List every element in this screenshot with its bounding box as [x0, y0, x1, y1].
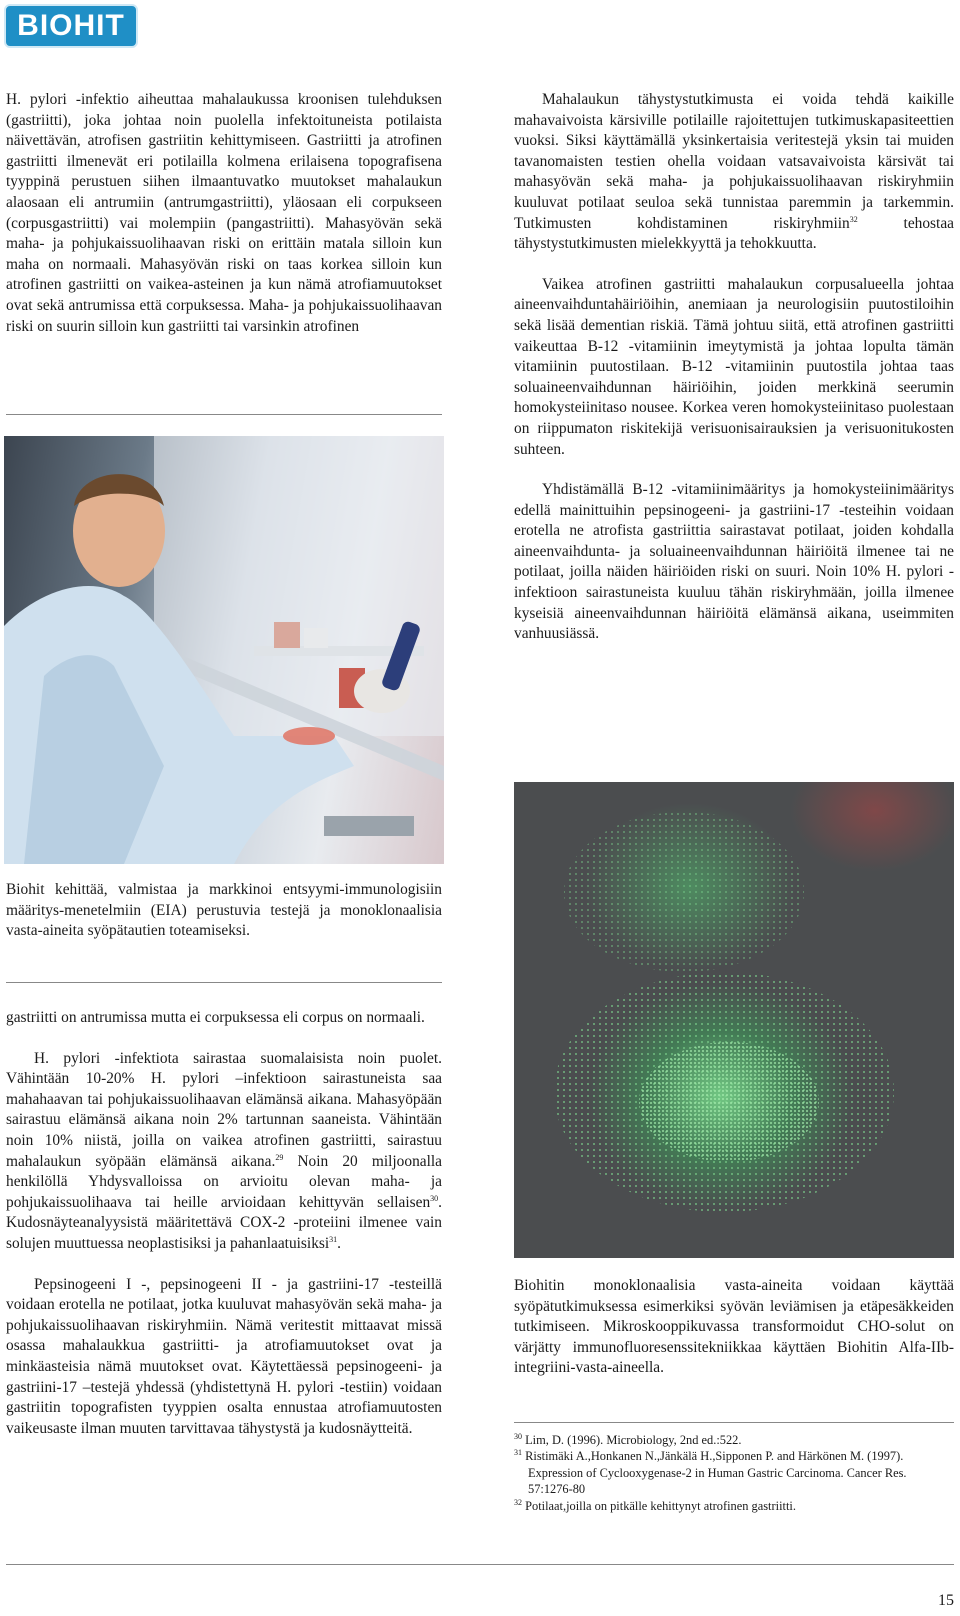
divider-footnotes — [514, 1422, 954, 1423]
microscopy-caption: Biohitin monoklonaalisia vasta-aineita voidaan käyttää syöpätutkimuksessa esimerkiksi syövän leviämisen ja etäpesäkkeiden tutkimiseen. Mikroskooppikuvassa transformoidut CHO-solut on värjätty immunofluoresenssitekniikkaa käyttäen Biohitin Alfa-IIb-integriini-vasta-aineella. — [514, 1277, 954, 1377]
divider-left-top — [6, 414, 442, 415]
footnote-32: $^{32}$ Potilaat,joilla on pitkälle kehittynyt atrofinen gastriitti. — [514, 1497, 796, 1513]
paragraph-pepsinogen: Pepsinogeeni I -, pepsinogeeni II - ja gastriini-17 -testeillä voidaan erotella ne potilaat, jotka kuuluvat mahasyövän sekä maha- ja pohjukaissuolihaavan riskiryhmiin. Nämä veritestit mittaavat missä osassa mahalaukkua gastriitti- ja atrofiamuutokset ovat ja minkäasteisia nämä muutokset ovat. Käytettäessä pepsinogeeni- ja gastriini-17 –testejä yhdessä (yhdistettynä H. pylori -testiin) voidaan gastriitin topografisten tyyppien osalta ennustaa atrofiamuutosten vaikeusaste ilman muuten tarvittavaa tähystystä ja kudosnäytteitä. — [6, 1275, 442, 1437]
ref-29: 29 — [275, 1152, 284, 1162]
biohit-logo: BIOHIT — [4, 4, 138, 48]
paragraph-endoscopy: Mahalaukun tähystystutkimusta ei voida tehdä kaikille mahavaivoista kärsiville potilaille rajoitettujen tutkimuskapasiteettien vuoksi. Siksi käyttämällä yksinkertaisia veritestejä yksin tai muiden tavanomaisten testien ohella voidaan vatsavaivoista kärsivät tai mahasyövän sekä maha- ja pohjukaissuolihaavan riskiryhmiin kuuluvat potilaat seuloa sekä tunnistaa paremmin ja tarkemmin. Tutkimusten kohdistaminen riskiryhmiin$^{32}$ tehostaa tähystystutkimusten mielekkyyttä ja tehokkuutta. — [514, 91, 954, 253]
right-column-body — [514, 90, 954, 645]
footnote-31: $^{31}$ Ristimäki A.,Honkanen N.,Jänkälä H.,Sipponen P. and Härkönen M. (1997). Expression of Cyclooxygenase-2 in Human Gastric Carcinoma. Cancer Res. 57:1276-80 — [514, 1448, 907, 1497]
divider-bottom — [6, 1564, 954, 1565]
fluorescence-cells-illustration — [514, 782, 954, 1258]
ref-30: 30 — [430, 1193, 439, 1203]
paragraph-b12: Yhdistämällä B-12 -vitamiinimääritys ja homokysteiinimääritys edellä mainittuihin pepsinogeeni- ja gastriini-17 -testeihin voidaan erotella ne atrofista gastriittia sairastavat potilaat, joiden kohdalla aineenvaihdunta- ja soluaineenvaihdunnan häiriöitä ilmenee tai ne potilaat, joilla näiden häiriöiden riski on suuri. Noin 10% H. pylori -infektioon sairastuneista kuuluu tähän riskiryhmään, joilla ilmenee kyseisiä aineenvaihdunnan häiriöitä elämänsä aikana, useimmiten vanhuusiässä. — [514, 481, 954, 643]
left-column-body — [6, 1008, 442, 1439]
intro-paragraph: H. pylori -infektio aiheuttaa mahalaukussa kroonisen tulehduksen (gastriitti), joka johtaa noin puolella infektoituneista potilaista näivettävän, atrofisen gastriitin kehittymiseen. Gastriitti ja atrofinen gastriitti ilmenevät eri potilailla kolmena erilaisena topografisena tyyppinä perustuen siihen ilmaantuvatko muutokset mahalaukun alaosaan eli antrumiin (antrumgastriitti), yläosaan eli corpukseen (corpusgastriitti) vai molempiin (pangastriitti). Mahasyövän sekä maha- ja pohjukaissuolihaavan riski on erittäin matala silloin kun maha on normaali. Mahasyövän riski on taas korkea silloin kun atrofinen gastriitti on vaikea-asteinen ja kun nämä atrofiamuutokset ovat sekä antrumissa että corpuksessa. Maha- ja pohjukaissuolihaavan riski on suurin silloin kun gastriitti tai varsinkin atrofinen — [6, 91, 442, 335]
ref-32: 32 — [849, 214, 858, 224]
divider-left-mid — [6, 982, 442, 983]
paragraph-antrum: gastriitti on antrumissa mutta ei corpuksessa eli corpus on normaali. — [6, 1009, 425, 1026]
ref-31: 31 — [329, 1234, 338, 1244]
photo-caption-block — [6, 880, 442, 942]
lab-scene-illustration — [4, 436, 444, 864]
left-column-intro — [6, 90, 442, 337]
paragraph-atrophic-gastritis: Vaikea atrofinen gastriitti mahalaukun corpusalueella johtaa aineenvaihduntahäiriöihin, anemiaan ja neurologisiin puutostiloihin sekä lisää dementian riskiä. Tämä johtuu siitä, että atrofinen gastriitti vaikeuttaa B-12 -vitamiinin imeytymistä ja johtaa lopulta tämän vitamiinin puutostilaan. B-12 -vitamiinin puutostila johtaa taas soluaineenvaihdunnan häiriöihin, joiden merkkinä seerumin homokysteiinitaso nousee. Korkea veren homokysteiinitaso puolestaan on riippumaton riskitekijä verisuonisairauksien ja verisuonitukosten suhteen. — [514, 275, 954, 458]
page-number: 15 — [938, 1592, 954, 1609]
microscopy-image — [514, 782, 954, 1258]
photo-caption: Biohit kehittää, valmistaa ja markkinoi entsyymi-immunologisiin määritys-menetelmiin (EIA) perustuvia testejä ja monoklonaalisia vasta-aineita syöpätautien toteamiseksi. — [6, 881, 442, 940]
microscopy-caption-block — [514, 1276, 954, 1379]
paragraph-hpylori-stats: H. pylori -infektiota sairastaa suomalaisista noin puolet. Vähintään 10-20% H. pylori –infektioon sairastuneista saa mahahaavan tai pohjukaissuolihaavan elämänsä aikana. Mahasyöpään sairastuu elämänsä aikana noin 2% tartunnan saaneista. Vähintään noin 10% niistä, joilla on vaikea atrofinen gastriitti, sairastuu mahalaukun syöpään elämänsä aikana.$^{29}$ Noin 20 miljoonalla henkilöllä Yhdysvalloissa on arvioitu olevan maha- ja pohjukaissuolihaava tai heille arvioidaan kehittyvän sellaisen$^{30}$. Kudosnäyteanalyysistä määritettävä COX-2 -proteiini ilmenee vain solujen muuttuessa neoplastisiksi ja pahanlaatuisiksi$^{31}$. — [6, 1049, 442, 1252]
footnotes — [514, 1432, 954, 1514]
footnote-30: $^{30}$ Lim, D. (1996). Microbiology, 2nd ed.:522. — [514, 1431, 742, 1447]
lab-photo — [4, 436, 444, 864]
